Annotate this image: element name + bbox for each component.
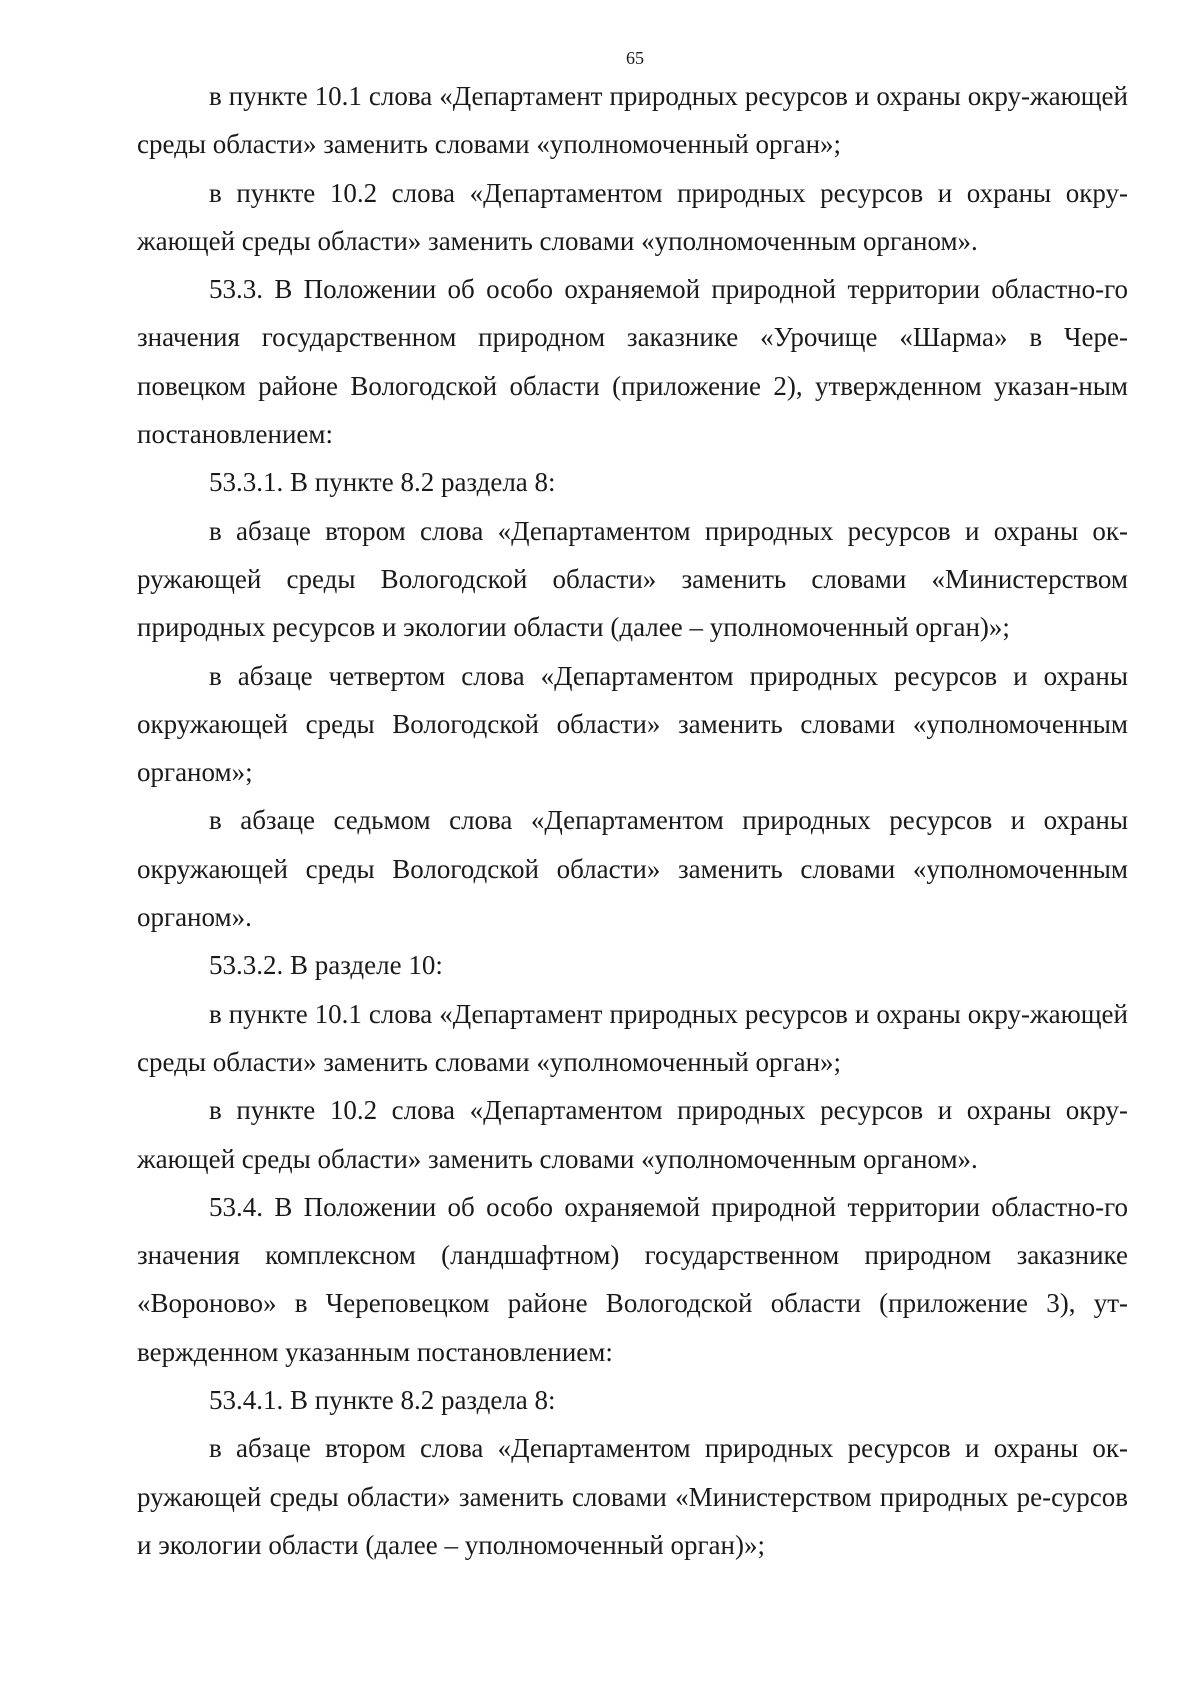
paragraph-item-10-1-b: в пункте 10.1 слова «Департамент природных ресурсов и охраны окру-жающей среды области» заменить словами «уполномоченный орган»; (137, 998, 1128, 1077)
document-body (137, 72, 1128, 1569)
paragraph-53-3-2: 53.3.2. В разделе 10: (209, 950, 443, 981)
paragraph-second-abzac-b: в абзаце втором слова «Департаментом природных ресурсов и охраны ок-ружающей среды области» заменить словами «Министерством природных ре-сурсов и экологии области (далее – уполномоченный орган)»; (137, 1433, 1128, 1560)
paragraph-53-4-1: 53.4.1. В пункте 8.2 раздела 8: (209, 1385, 556, 1416)
paragraph-second-abzac: в абзаце втором слова «Департаментом природных ресурсов и охраны ок-ружающей среды Вологодской области» заменить словами «Министерством природных ресурсов и экологии области (далее – уполномоченный орган)»; (137, 515, 1128, 643)
paragraph-item-10-2: в пункте 10.2 слова «Департаментом природных ресурсов и охраны окру-жающей среды области» заменить словами «уполномоченным органом». (137, 177, 1128, 256)
paragraph-seventh-abzac: в абзаце седьмом слова «Департаментом природных ресурсов и охраны окружающей среды Вологодской области» заменить словами «уполномоченным органом». (137, 805, 1128, 933)
paragraph-fourth-abzac: в абзаце четвертом слова «Департаментом природных ресурсов и охраны окружающей среды Вологодской области» заменить словами «уполномоченным органом»; (137, 660, 1128, 788)
paragraph-item-10-1: в пункте 10.1 слова «Департамент природных ресурсов и охраны окру-жающей среды области» заменить словами «уполномоченный орган»; (137, 81, 1128, 160)
paragraph-53-3: 53.3. В Положении об особо охраняемой природной территории областно-го значения государственном природном заказнике «Урочище «Шарма» в Чере-повецком районе Вологодской области (приложение 2), утвержденном указан-ным постановлением: (137, 274, 1128, 450)
page-number: 65 (626, 48, 644, 68)
paragraph-53-4: 53.4. В Положении об особо охраняемой природной территории областно-го значения комплексном (ландшафтном) государственном природном заказнике «Вороново» в Череповецком районе Вологодской области (приложение 3), ут-вержденном указанным постановлением: (137, 1191, 1128, 1367)
paragraph-53-3-1: 53.3.1. В пункте 8.2 раздела 8: (209, 467, 556, 498)
paragraph-item-10-2-b: в пункте 10.2 слова «Департаментом природных ресурсов и охраны окру-жающей среды области» заменить словами «уполномоченным органом». (137, 1095, 1128, 1174)
